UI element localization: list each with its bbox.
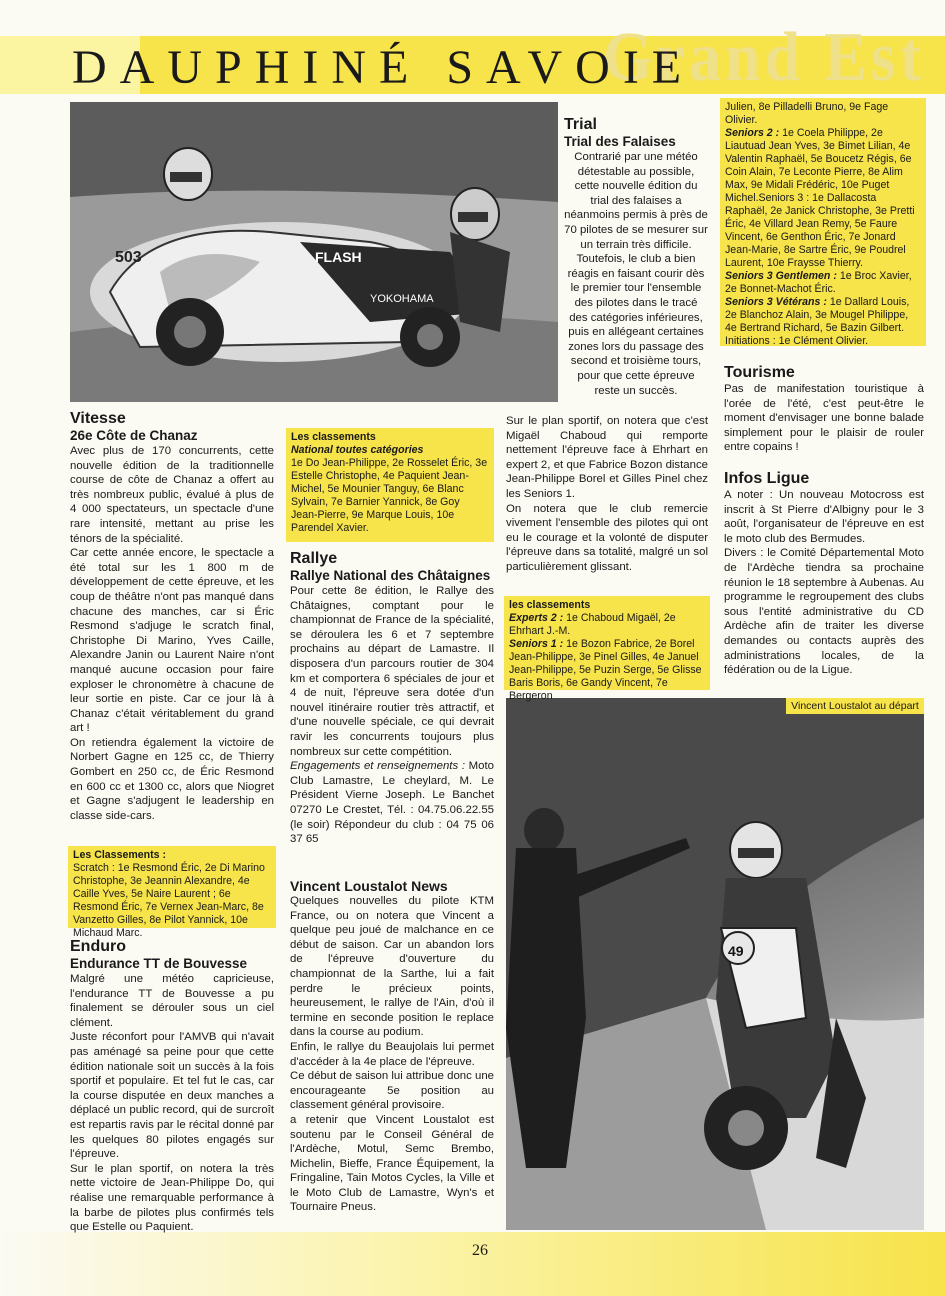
tourisme-title: Tourisme bbox=[724, 364, 795, 381]
enduro-paragraph: Juste réconfort pour l'AMVB qui n'avait pas aménagé sa peine pour que cette édition nationale soit un succès à la fois sportif et populaire. Et tel fut le cas, car la course disputée en deux manches a déplacé un public record, qui de surcroît est repartis ravis par le récital donné par les quelques 80 pilotes engagés sur l'épreuve. bbox=[70, 1031, 274, 1161]
trial-classements-continued-box bbox=[720, 98, 926, 346]
trial-title: Trial bbox=[564, 116, 597, 133]
page-title: DAUPHINÉ SAVOIE bbox=[72, 41, 695, 94]
vitesse-classements-heading: Les Classements : bbox=[73, 849, 167, 861]
rallye-engagements-text: Moto Club Lamastre, Le cheylard, M. Le Président Vierne Joseph. Le Banchet 07270 Le Crestet, Tél. : 04.75.06.22.55 (le soir) Répondeur du club : 04 75 06 37 65 bbox=[290, 760, 494, 846]
trial-paragraph: Sur le plan sportif, on notera que c'est Migaël Chaboud qui remporte nettement l'épreuve face à Ehrhart en expert 2, et que Fabrice Bozon distance Jean-Philippe Borel et Gilles Pinel chez les Seniors 1. bbox=[506, 415, 708, 500]
sidecar-sponsor-yokohama: YOKOHAMA bbox=[370, 293, 434, 305]
trial-initiations-text: Initiations : 1e Clément Olivier. bbox=[725, 335, 869, 347]
enduro-classements-box bbox=[286, 428, 494, 542]
tourisme-paragraph: Pas de manifestation touristique à l'orée de l'été, c'est peut-être le moment d'envisager une bonne balade simplement pour le plaisir de rouler entre copains ! bbox=[724, 383, 924, 454]
vitesse-section bbox=[70, 410, 274, 823]
trial-seniors2-text: 1e Coela Philippe, 2e Liautuad Jean Yves, 3e Bimet Lilian, 4e Valentin Raphaël, 5e Boucetz Régis, 6e Coin Alain, 7e Leconte Pierre, 8e Alim Max, 9e Midali Frédéric, 10e Puget Michel.Seniors 3 : 1e Dallacosta Raphaël, 2e Janick Christophe, 3e Pretti Éric, 4e Villard Jean Remy, 5e Faure Vincent, 6e Genthon Éric, 7e Jonard Jean-Marie, 8e Sartre Éric, 9e Poudrel Laurent, 10e Fraysse Thierry. bbox=[725, 127, 915, 269]
enduro-title: Enduro bbox=[70, 938, 126, 955]
trial-veterans-label: Seniors 3 Vétérans : bbox=[725, 296, 827, 308]
loustalot-paragraph: Quelques nouvelles du pilote KTM France, ou on notera que Vincent a quelque peu joué de malchance en ce début de saison. Car un abandon lors de l'épreuve d'ouverture du championnat de la Sarthe, lui a fait perdre le précieux points, heureusement, le rallye de l'Ain, d'où il termine en seconde position le replace dans la course au podium. bbox=[290, 895, 494, 1039]
trial-gentlemen-label: Seniors 3 Gentlemen : bbox=[725, 270, 837, 282]
infos-ligue-section bbox=[724, 470, 924, 678]
sidecar-photo bbox=[70, 102, 558, 402]
loustalot-section bbox=[290, 878, 494, 1215]
sidecar-illustration bbox=[70, 102, 558, 402]
trial-classements-heading: les classements bbox=[509, 599, 591, 611]
vitesse-classements-box bbox=[68, 846, 276, 939]
trial-experts-label: Experts 2 : bbox=[509, 612, 564, 624]
enduro-paragraph: Sur le plan sportif, on notera la très nette victoire de Jean-Philippe Do, qui réalise une remarquable performance à la barbe de pilotes plus confirmés tels que Estelle ou Paquient. bbox=[70, 1162, 274, 1234]
vitesse-title: Vitesse bbox=[70, 410, 126, 427]
enduro-classements-subheading: National toutes catégories bbox=[291, 444, 424, 456]
loustalot-photo bbox=[506, 698, 924, 1230]
rallye-paragraph: Pour cette 8e édition, le Rallye des Châtaignes, comptant pour le championnat de France de la spécialité, se déroulera les 6 et 7 septembre prochains au départ de Lamastre. Il disposera d'un parcours routier de 304 km et comportera 6 spéciales de jour et 4 de nuit, l'épreuve sera dotée d'un nouvel itinéraire routier très attractif, et d'une nouvelle spéciale, ce qui devrait ravir les concurrents toujours plus nombreux sur cette compétition. bbox=[290, 585, 494, 758]
enduro-classements-heading: Les classements bbox=[291, 431, 376, 443]
vitesse-paragraph: Car cette année encore, le spectacle a été total sur les 1 800 m de développement de cette épreuve, et les coup de théâtre n'ont pas manqué dans chacune des manches, car si Éric Resmond s'adjuge le scratch final, Christophe Di Marino, Yves Caille, Alexandre Janin ou Laurent Naire n'ont manqué aucune occasion pour faire exploser le chronomètre à chacune de leur sortie en piste. Car ce jour là à Chanaz c'était véritablement du grand art ! bbox=[70, 547, 274, 735]
enduro-paragraph: Malgré une météo capricieuse, l'endurance TT de Bouvesse a pu finalement se dérouler sous un ciel clément. bbox=[70, 973, 274, 1029]
vitesse-paragraph: Avec plus de 170 concurrents, cette nouvelle édition de la traditionnelle course de côte de Chanaz a offert au très nombreux public, évalué à plus de 4 000 spectateurs, un spectacle d'une rare intensité, mettant au prise les ténors de la spécialité. bbox=[70, 445, 274, 545]
rallye-title: Rallye bbox=[290, 550, 338, 567]
vitesse-paragraph: On retiendra également la victoire de Norbert Gagne en 125 cc, de Thierry Gombert en 250 cc, de Éric Resmond en 600 cc et 1300 cc, alors que Niogret et Gagne s'adjugent le leadership en classe side-cars. bbox=[70, 736, 274, 822]
infos-ligue-title: Infos Ligue bbox=[724, 470, 810, 487]
rallye-engagements-label: Engagements et renseignements : bbox=[290, 760, 465, 773]
loustalot-illustration bbox=[506, 698, 924, 1230]
loustalot-title: Vincent Loustalot News bbox=[290, 878, 448, 894]
page-number: 26 bbox=[472, 1242, 488, 1259]
enduro-classements-text: 1e Do Jean-Philippe, 2e Rosselet Éric, 3e Estelle Christophe, 4e Paquient Jean-Michel, 5e Mounier Tanguy, 6e Blanc Sylvain, 7e Barnier Yannick, 8e Goy Jean-Pierre, 9e Marque Louis, 10e Parendel Xavier. bbox=[291, 457, 488, 534]
trial-seniors1-text: 1e Bozon Fabrice, 2e Borel Jean-Philippe, 3e Pinel Gilles, 4e Januel Jean-Philippe, 5e Puzin Serge, 5e Glisse Baris Boris, 6e Gandy Vincent, 7e Bergeron bbox=[509, 638, 702, 702]
bike-number: 49 bbox=[728, 943, 744, 959]
enduro-section bbox=[70, 938, 274, 1235]
header-ghost-text: Grand Est bbox=[602, 17, 925, 96]
trial-body bbox=[506, 414, 708, 575]
enduro-subtitle: Endurance TT de Bouvesse bbox=[70, 956, 248, 971]
rallye-section bbox=[290, 550, 494, 847]
loustalot-paragraph: a retenir que Vincent Loustalot est soutenu par le Conseil Général de l'Ardèche, Motul, Semc Brembo, Michelin, Bieffe, France Équipement, la Fringaline, Tain Motos Cycles, la Ville et le Moto Club de Lamastre, Wyn's et Tournaire Pneus. bbox=[290, 1113, 494, 1214]
rallye-subtitle: Rallye National des Châtaignes bbox=[290, 568, 491, 583]
trial-veterans-text: 1e Dallard Louis, 2e Blanchoz Alain, 3e Mougel Philippe, 4e Bertrand Richard, 5e Bazin Gilbert. bbox=[725, 296, 910, 334]
trial-paragraph: On notera que le club remercie vivement l'ensemble des pilotes qui ont eu le courage et la volonté de disputer l'épreuve dans sa totalité, malgré un sol particulièrement glissant. bbox=[506, 502, 708, 573]
trial-classements-box bbox=[504, 596, 710, 702]
trial-experts-text: 1e Chaboud Migaël, 2e Ehrhart J.-M. bbox=[509, 612, 676, 637]
trial-seniors2-label: Seniors 2 : bbox=[725, 127, 780, 139]
trial-gentlemen-text: 1e Broc Xavier, 2e Bonnet-Machot Éric. bbox=[725, 270, 912, 295]
infos-ligue-paragraph: Divers : le Comité Départemental Moto de l'Ardèche tiendra sa prochaine réunion le 18 septembre à Aubenas. Au programme le regroupement des clubs sous l'entité administrative du CD Ardèche afin de traiter les diverse demandes ou contacts auprès des administrations locales, de la fédération ou de la Ligue. bbox=[724, 547, 924, 677]
trial-seniors1-label: Seniors 1 : bbox=[509, 638, 564, 650]
tourisme-section bbox=[724, 364, 924, 455]
trial-cont-intro: Julien, 8e Pilladelli Bruno, 9e Fage Olivier. bbox=[725, 101, 889, 126]
trial-subtitle: Trial des Falaises bbox=[564, 134, 676, 149]
loustalot-paragraph: Ce début de saison lui attribue donc une encourageante 5e position au classement général provisoire. bbox=[290, 1070, 494, 1112]
trial-paragraph: Contrarié par une météo détestable au possible, cette nouvelle édition du trial des falaises a néanmoins permis à près de 70 pilotes de se mesurer sur un terrain très difficile. Toutefois, le club a bien réagis en faisant courir dès le premier tour l'ensemble des pilotes dans le tracé des catégories inférieures, puis en allégeant certaines zones lors du passage des second et troisième tours, pour que cette épreuve reste un succès. bbox=[564, 151, 708, 397]
loustalot-paragraph: Enfin, le rallye du Beaujolais lui permet d'accéder à la 4e place de l'épreuve. bbox=[290, 1040, 494, 1068]
vitesse-subtitle: 26e Côte de Chanaz bbox=[70, 428, 198, 443]
trial-section bbox=[564, 116, 708, 398]
sidecar-number: 503 bbox=[115, 249, 142, 266]
infos-ligue-paragraph: A noter : Un nouveau Motocross est inscrit à St Pierre d'Albigny pour le 3 août, l'organisateur de l'épreuve en est le moto club des Bermudes. bbox=[724, 489, 924, 545]
sidecar-sponsor-flash: FLASH bbox=[315, 249, 362, 265]
photo-caption: Vincent Loustalot au départ bbox=[786, 698, 924, 714]
vitesse-classements-text: Scratch : 1e Resmond Éric, 2e Di Marino Christophe, 3e Jeannin Alexandre, 4e Caille Yves, 5e Naire Laurent ; 6e Resmond Éric, 7e Vernex Jean-Marc, 8e Vanzetto Gilles, 8e Pilot Yannick, 10e Michaud Marc. bbox=[73, 862, 265, 939]
